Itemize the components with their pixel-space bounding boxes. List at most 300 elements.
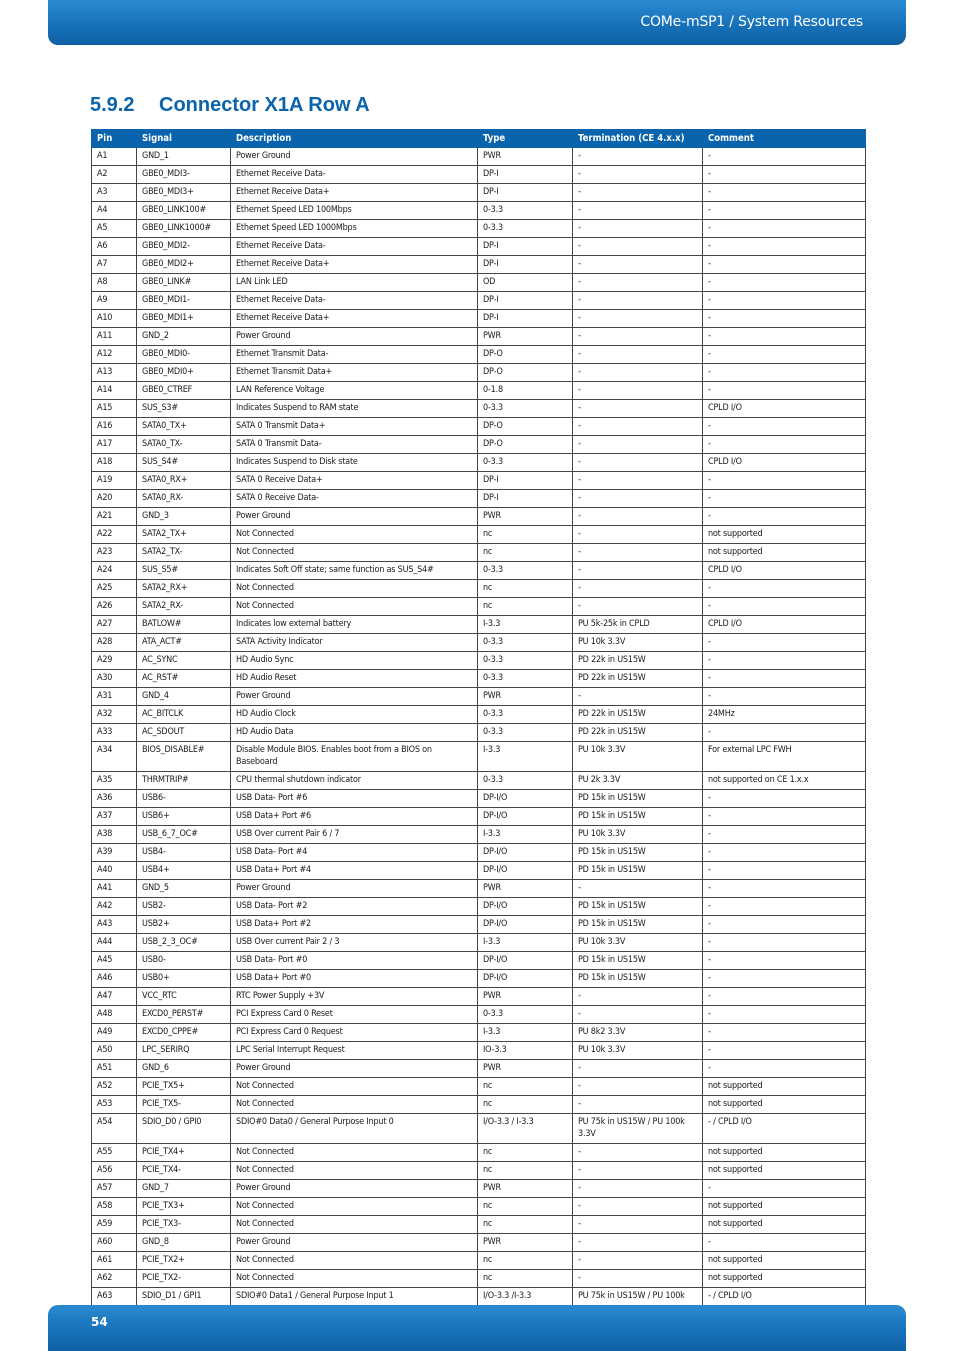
table-row <box>92 328 866 346</box>
cell-description: Power Ground <box>231 508 478 526</box>
cell-description: USB Over current Pair 6 / 7 <box>231 826 478 844</box>
cell-type: OD <box>478 274 573 292</box>
table-row <box>92 1270 866 1288</box>
cell-pin: A43 <box>92 916 137 934</box>
cell-comment: not supported <box>703 1096 866 1114</box>
cell-comment: - <box>703 862 866 880</box>
cell-comment: - <box>703 310 866 328</box>
cell-pin: A58 <box>92 1198 137 1216</box>
cell-comment: - <box>703 916 866 934</box>
cell-pin: A46 <box>92 970 137 988</box>
cell-termination: PU 75k in US15W / PU 100k 3.3V <box>573 1114 703 1144</box>
table-row <box>92 1060 866 1078</box>
column-header-description: Description <box>231 130 478 148</box>
cell-comment: not supported <box>703 544 866 562</box>
cell-description: LAN Reference Voltage <box>231 382 478 400</box>
cell-pin: A30 <box>92 670 137 688</box>
cell-type: 0-3.3 <box>478 772 573 790</box>
cell-pin: A3 <box>92 184 137 202</box>
cell-termination: - <box>573 508 703 526</box>
cell-comment: - <box>703 490 866 508</box>
cell-signal: SATA2_TX+ <box>137 526 231 544</box>
cell-termination: PU 10k 3.3V <box>573 1042 703 1060</box>
cell-description: Not Connected <box>231 1198 478 1216</box>
cell-signal: GBE0_LINK100# <box>137 202 231 220</box>
cell-termination: PU 5k-25k in CPLD <box>573 616 703 634</box>
cell-pin: A47 <box>92 988 137 1006</box>
table-row <box>92 364 866 382</box>
cell-comment: - <box>703 952 866 970</box>
cell-termination: - <box>573 292 703 310</box>
table-row <box>92 256 866 274</box>
cell-description: Power Ground <box>231 1180 478 1198</box>
cell-signal: PCIE_TX3+ <box>137 1198 231 1216</box>
table-row <box>92 916 866 934</box>
table-row <box>92 1024 866 1042</box>
cell-description: PCI Express Card 0 Reset <box>231 1006 478 1024</box>
cell-signal: PCIE_TX4+ <box>137 1144 231 1162</box>
table-row <box>92 1252 866 1270</box>
cell-description: LAN Link LED <box>231 274 478 292</box>
cell-pin: A53 <box>92 1096 137 1114</box>
table-row <box>92 166 866 184</box>
cell-comment: - <box>703 934 866 952</box>
cell-pin: A41 <box>92 880 137 898</box>
cell-termination: PD 15k in US15W <box>573 862 703 880</box>
cell-type: DP-I/O <box>478 844 573 862</box>
table-row <box>92 1078 866 1096</box>
table-row <box>92 826 866 844</box>
cell-type: nc <box>478 1144 573 1162</box>
table-row <box>92 310 866 328</box>
cell-comment: not supported <box>703 1144 866 1162</box>
cell-description: USB Data+ Port #6 <box>231 808 478 826</box>
cell-description: SATA 0 Transmit Data+ <box>231 418 478 436</box>
cell-signal: USB2+ <box>137 916 231 934</box>
cell-description: Power Ground <box>231 328 478 346</box>
cell-description: USB Data+ Port #4 <box>231 862 478 880</box>
cell-type: PWR <box>478 1234 573 1252</box>
cell-termination: PD 15k in US15W <box>573 916 703 934</box>
cell-termination: - <box>573 562 703 580</box>
cell-termination: - <box>573 1060 703 1078</box>
cell-comment: - <box>703 688 866 706</box>
table-row <box>92 274 866 292</box>
table-row <box>92 808 866 826</box>
cell-comment: - <box>703 898 866 916</box>
cell-comment: CPLD I/O <box>703 400 866 418</box>
cell-type: PWR <box>478 988 573 1006</box>
cell-description: HD Audio Data <box>231 724 478 742</box>
cell-signal: VCC_RTC <box>137 988 231 1006</box>
cell-comment: CPLD I/O <box>703 562 866 580</box>
cell-pin: A1 <box>92 148 137 166</box>
cell-signal: SDIO_D1 / GPI1 <box>137 1288 231 1306</box>
cell-description: Indicates Suspend to RAM state <box>231 400 478 418</box>
cell-pin: A29 <box>92 652 137 670</box>
cell-signal: USB0+ <box>137 970 231 988</box>
table-row <box>92 436 866 454</box>
cell-pin: A50 <box>92 1042 137 1060</box>
cell-signal: GBE0_MDI3- <box>137 166 231 184</box>
cell-termination: - <box>573 1144 703 1162</box>
cell-signal: GND_4 <box>137 688 231 706</box>
cell-pin: A56 <box>92 1162 137 1180</box>
cell-type: IO-3.3 <box>478 1042 573 1060</box>
cell-pin: A8 <box>92 274 137 292</box>
cell-comment: - <box>703 598 866 616</box>
cell-signal: GBE0_LINK1000# <box>137 220 231 238</box>
table-row <box>92 970 866 988</box>
cell-type: DP-O <box>478 436 573 454</box>
cell-type: DP-I/O <box>478 790 573 808</box>
cell-termination: - <box>573 274 703 292</box>
cell-termination: - <box>573 346 703 364</box>
cell-termination: - <box>573 220 703 238</box>
table-row <box>92 670 866 688</box>
cell-comment: not supported <box>703 1252 866 1270</box>
table-row <box>92 202 866 220</box>
table-row <box>92 400 866 418</box>
table-row <box>92 1042 866 1060</box>
cell-signal: EXCD0_CPPE# <box>137 1024 231 1042</box>
table-row <box>92 598 866 616</box>
table-row <box>92 1114 866 1144</box>
cell-type: DP-I <box>478 238 573 256</box>
cell-type: 0-3.3 <box>478 562 573 580</box>
table-row <box>92 1162 866 1180</box>
cell-termination: - <box>573 472 703 490</box>
cell-pin: A40 <box>92 862 137 880</box>
cell-signal: AC_BITCLK <box>137 706 231 724</box>
table-row <box>92 580 866 598</box>
cell-pin: A39 <box>92 844 137 862</box>
cell-description: USB Data- Port #4 <box>231 844 478 862</box>
cell-pin: A6 <box>92 238 137 256</box>
cell-type: PWR <box>478 880 573 898</box>
column-header-comment: Comment <box>703 130 866 148</box>
cell-description: Not Connected <box>231 1216 478 1234</box>
cell-description: Not Connected <box>231 580 478 598</box>
cell-pin: A24 <box>92 562 137 580</box>
cell-termination: PD 22k in US15W <box>573 706 703 724</box>
cell-pin: A20 <box>92 490 137 508</box>
cell-type: nc <box>478 1096 573 1114</box>
cell-type: PWR <box>478 1060 573 1078</box>
cell-signal: GBE0_MDI0+ <box>137 364 231 382</box>
cell-termination: - <box>573 418 703 436</box>
cell-type: nc <box>478 598 573 616</box>
cell-termination: - <box>573 1078 703 1096</box>
cell-signal: SATA0_TX- <box>137 436 231 454</box>
cell-comment: - <box>703 580 866 598</box>
cell-comment: - <box>703 184 866 202</box>
cell-pin: A35 <box>92 772 137 790</box>
cell-signal: GND_3 <box>137 508 231 526</box>
cell-pin: A51 <box>92 1060 137 1078</box>
table-row <box>92 1096 866 1114</box>
cell-comment: - <box>703 166 866 184</box>
cell-termination: - <box>573 454 703 472</box>
cell-pin: A11 <box>92 328 137 346</box>
cell-termination: - <box>573 1198 703 1216</box>
table-header-row <box>92 130 866 148</box>
cell-signal: GBE0_CTREF <box>137 382 231 400</box>
cell-signal: GND_8 <box>137 1234 231 1252</box>
cell-comment: - <box>703 988 866 1006</box>
cell-comment: 24MHz <box>703 706 866 724</box>
cell-type: I/O-3.3 /I-3.3 <box>478 1288 573 1306</box>
cell-termination: - <box>573 880 703 898</box>
cell-signal: BATLOW# <box>137 616 231 634</box>
cell-type: PWR <box>478 508 573 526</box>
cell-type: nc <box>478 1078 573 1096</box>
cell-type: DP-O <box>478 418 573 436</box>
cell-pin: A61 <box>92 1252 137 1270</box>
cell-description: Power Ground <box>231 880 478 898</box>
cell-description: Ethernet Receive Data+ <box>231 310 478 328</box>
cell-description: Ethernet Transmit Data+ <box>231 364 478 382</box>
cell-type: I/O-3.3 / I-3.3 <box>478 1114 573 1144</box>
cell-description: Power Ground <box>231 1060 478 1078</box>
table-row <box>92 472 866 490</box>
cell-type: PWR <box>478 1180 573 1198</box>
cell-signal: PCIE_TX3- <box>137 1216 231 1234</box>
cell-description: USB Data- Port #2 <box>231 898 478 916</box>
table-row <box>92 184 866 202</box>
cell-description: Not Connected <box>231 544 478 562</box>
table-row <box>92 742 866 772</box>
cell-comment: - <box>703 790 866 808</box>
cell-description: Ethernet Receive Data- <box>231 292 478 310</box>
cell-comment: - <box>703 634 866 652</box>
table-row <box>92 862 866 880</box>
cell-termination: PD 15k in US15W <box>573 790 703 808</box>
cell-termination: - <box>573 688 703 706</box>
cell-comment: - <box>703 364 866 382</box>
cell-signal: SATA2_TX- <box>137 544 231 562</box>
cell-type: 0-3.3 <box>478 400 573 418</box>
table-row <box>92 880 866 898</box>
header-band <box>48 0 906 45</box>
cell-comment: For external LPC FWH <box>703 742 866 772</box>
cell-pin: A26 <box>92 598 137 616</box>
cell-termination: - <box>573 1252 703 1270</box>
cell-signal: SATA0_TX+ <box>137 418 231 436</box>
cell-termination: - <box>573 1270 703 1288</box>
cell-pin: A21 <box>92 508 137 526</box>
cell-type: 0-1.8 <box>478 382 573 400</box>
cell-pin: A42 <box>92 898 137 916</box>
table-row <box>92 1006 866 1024</box>
cell-comment: - <box>703 328 866 346</box>
cell-termination: - <box>573 400 703 418</box>
cell-description: Not Connected <box>231 1252 478 1270</box>
cell-termination: - <box>573 1096 703 1114</box>
cell-description: Indicates Suspend to Disk state <box>231 454 478 472</box>
cell-type: I-3.3 <box>478 742 573 772</box>
cell-description: Not Connected <box>231 526 478 544</box>
cell-comment: - <box>703 724 866 742</box>
cell-type: I-3.3 <box>478 616 573 634</box>
cell-description: Ethernet Speed LED 100Mbps <box>231 202 478 220</box>
cell-termination: PD 15k in US15W <box>573 808 703 826</box>
cell-pin: A63 <box>92 1288 137 1306</box>
cell-comment: not supported <box>703 1162 866 1180</box>
cell-type: I-3.3 <box>478 1024 573 1042</box>
cell-pin: A17 <box>92 436 137 454</box>
cell-type: PWR <box>478 328 573 346</box>
cell-pin: A4 <box>92 202 137 220</box>
cell-pin: A16 <box>92 418 137 436</box>
cell-pin: A52 <box>92 1078 137 1096</box>
cell-comment: - <box>703 472 866 490</box>
cell-signal: AC_SYNC <box>137 652 231 670</box>
cell-comment: - / CPLD I/O <box>703 1114 866 1144</box>
cell-termination: - <box>573 310 703 328</box>
cell-description: USB Data- Port #0 <box>231 952 478 970</box>
cell-description: SDIO#0 Data1 / General Purpose Input 1 <box>231 1288 478 1306</box>
cell-comment: - <box>703 880 866 898</box>
cell-pin: A54 <box>92 1114 137 1144</box>
cell-termination: PD 15k in US15W <box>573 898 703 916</box>
cell-signal: AC_SDOUT <box>137 724 231 742</box>
cell-signal: SUS_S3# <box>137 400 231 418</box>
cell-comment: - <box>703 808 866 826</box>
cell-description: USB Over current Pair 2 / 3 <box>231 934 478 952</box>
cell-type: DP-I <box>478 166 573 184</box>
table-row <box>92 562 866 580</box>
cell-comment: - <box>703 670 866 688</box>
table-row <box>92 382 866 400</box>
table-row <box>92 526 866 544</box>
cell-type: nc <box>478 1162 573 1180</box>
cell-termination: - <box>573 436 703 454</box>
cell-type: nc <box>478 1198 573 1216</box>
cell-pin: A12 <box>92 346 137 364</box>
cell-description: CPU thermal shutdown indicator <box>231 772 478 790</box>
cell-termination: PU 75k in US15W / PU 100k <box>573 1288 703 1306</box>
cell-termination: PU 10k 3.3V <box>573 826 703 844</box>
table-row <box>92 1198 866 1216</box>
cell-comment: - <box>703 1042 866 1060</box>
table-row <box>92 454 866 472</box>
cell-signal: SATA2_RX+ <box>137 580 231 598</box>
section-heading <box>90 94 370 117</box>
cell-pin: A28 <box>92 634 137 652</box>
cell-signal: GBE0_MDI3+ <box>137 184 231 202</box>
table-row <box>92 1180 866 1198</box>
cell-termination: - <box>573 526 703 544</box>
cell-description: Power Ground <box>231 1234 478 1252</box>
cell-comment: - <box>703 418 866 436</box>
cell-signal: USB_2_3_OC# <box>137 934 231 952</box>
column-header-signal: Signal <box>137 130 231 148</box>
section-title: Connector X1A Row A <box>159 94 370 116</box>
cell-description: SATA 0 Receive Data+ <box>231 472 478 490</box>
cell-termination: PU 2k 3.3V <box>573 772 703 790</box>
cell-type: 0-3.3 <box>478 706 573 724</box>
cell-type: DP-I/O <box>478 952 573 970</box>
cell-description: Not Connected <box>231 1096 478 1114</box>
column-header-type: Type <box>478 130 573 148</box>
cell-pin: A59 <box>92 1216 137 1234</box>
cell-comment: - <box>703 826 866 844</box>
table-row <box>92 934 866 952</box>
cell-type: DP-I/O <box>478 916 573 934</box>
table-row <box>92 544 866 562</box>
cell-pin: A57 <box>92 1180 137 1198</box>
cell-comment: - <box>703 238 866 256</box>
cell-signal: USB2- <box>137 898 231 916</box>
cell-description: HD Audio Clock <box>231 706 478 724</box>
cell-comment: - <box>703 202 866 220</box>
cell-termination: - <box>573 1162 703 1180</box>
table-row <box>92 490 866 508</box>
cell-signal: LPC_SERIRQ <box>137 1042 231 1060</box>
table-row <box>92 1234 866 1252</box>
cell-signal: PCIE_TX5+ <box>137 1078 231 1096</box>
cell-comment: not supported on CE 1.x.x <box>703 772 866 790</box>
cell-signal: GBE0_MDI0- <box>137 346 231 364</box>
cell-comment: - <box>703 1180 866 1198</box>
cell-termination: - <box>573 202 703 220</box>
cell-comment: not supported <box>703 1270 866 1288</box>
cell-type: 0-3.3 <box>478 1006 573 1024</box>
cell-signal: GND_7 <box>137 1180 231 1198</box>
cell-termination: PD 15k in US15W <box>573 952 703 970</box>
cell-pin: A10 <box>92 310 137 328</box>
table-row <box>92 1216 866 1234</box>
cell-signal: SATA2_RX- <box>137 598 231 616</box>
cell-pin: A37 <box>92 808 137 826</box>
cell-signal: PCIE_TX4- <box>137 1162 231 1180</box>
table-row <box>92 418 866 436</box>
cell-description: SDIO#0 Data0 / General Purpose Input 0 <box>231 1114 478 1144</box>
cell-signal: GBE0_MDI1- <box>137 292 231 310</box>
cell-type: 0-3.3 <box>478 202 573 220</box>
table-row <box>92 238 866 256</box>
cell-description: SATA 0 Transmit Data- <box>231 436 478 454</box>
cell-signal: PCIE_TX2- <box>137 1270 231 1288</box>
cell-type: I-3.3 <box>478 826 573 844</box>
table-row <box>92 772 866 790</box>
cell-description: SATA Activity Indicator <box>231 634 478 652</box>
cell-pin: A34 <box>92 742 137 772</box>
cell-description: Not Connected <box>231 1078 478 1096</box>
cell-signal: AC_RST# <box>137 670 231 688</box>
cell-comment: - <box>703 292 866 310</box>
cell-description: USB Data+ Port #0 <box>231 970 478 988</box>
cell-comment: - <box>703 256 866 274</box>
cell-description: RTC Power Supply +3V <box>231 988 478 1006</box>
cell-signal: GND_2 <box>137 328 231 346</box>
cell-signal: PCIE_TX2+ <box>137 1252 231 1270</box>
cell-type: PWR <box>478 148 573 166</box>
table-row <box>92 790 866 808</box>
cell-description: Not Connected <box>231 598 478 616</box>
table-row <box>92 346 866 364</box>
cell-signal: USB4- <box>137 844 231 862</box>
cell-description: SATA 0 Receive Data- <box>231 490 478 508</box>
cell-termination: - <box>573 328 703 346</box>
table-row <box>92 220 866 238</box>
table-row <box>92 634 866 652</box>
cell-signal: GBE0_MDI1+ <box>137 310 231 328</box>
cell-comment: - / CPLD I/O <box>703 1288 866 1306</box>
cell-termination: - <box>573 148 703 166</box>
cell-type: 0-3.3 <box>478 670 573 688</box>
